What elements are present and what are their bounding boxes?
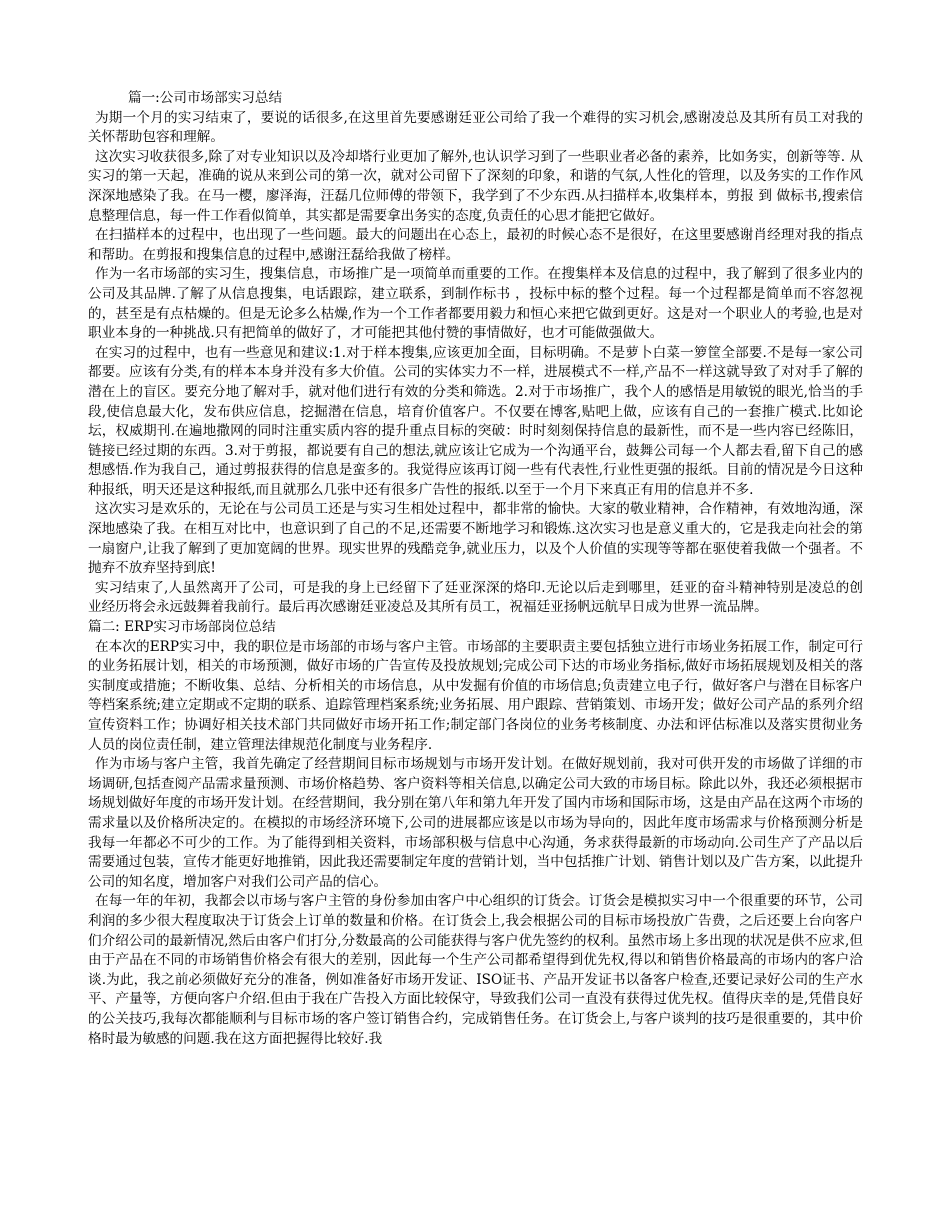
document-page: [88, 89, 863, 1049]
section1-paragraph-5: 在实习的过程中，也有一些意见和建议:1.对于样本搜集,应该更加全面，目标明确。不是萝卜白菜一箩筐全部要.不是每一家公司都要。应该有分类,有的样本本身并没有多大价值。公司的实体实力不一样，进展模式不一样,产品不一样这就导致了对对手了解的潜在上的盲区。要充分地了解对手，就对他们进行有效的分类和筛选。2.对于市场推广，我个人的感悟是用敏锐的眼光,恰当的手段,使信息最大化，发布供应信息，挖掘潜在信息，培育价值客户。不仅要在博客,贴吧上做，应该有自己的一套推广模式.比如论坛，权威期刊.在遍地撒网的同时注重实质内容的提升重点目标的突破：时时刻刻保持信息的最新性，而不是一些内容已经陈旧，链接已经过期的东西。3.对于剪报，都说要有自己的想法,就应该让它成为一个沟通平台，鼓舞公司每一个人都去看,留下自己的感想感悟.作为我自己，通过剪报获得的信息是蛮多的。我觉得应该再订阅一些有代表性,行业性更强的报纸。目前的情况是今日这种种报纸，明天还是这种报纸,而且就那么几张中还有很多广告性的报纸.以至于一个月下来真正有用的信息并不多.: [88, 344, 863, 498]
section1-paragraph-3: 在扫描样本的过程中，也出现了一些问题。最大的问题出在心态上，最初的时候心态不是很好，在这里要感谢肖经理对我的指点和帮助。在剪报和搜集信息的过程中,感谢汪磊给我做了榜样。: [88, 227, 863, 263]
section2-paragraph-2: 作为市场与客户主管，我首先确定了经营期间目标市场规划与市场开发计划。在做好规划前，我对可供开发的市场做了详细的市场调研,包括查阅产品需求量预测、市场价格趋势、客户资料等相关信息,以确定公司大致的市场目标。除此以外，我还必须根据市场规划做好年度的市场开发计划。在经营期间，我分别在第八年和第九年开发了国内市场和国际市场，这是由产品在这两个市场的需求量以及价格所决定的。在模拟的市场经济环境下,公司的进展都应该是以市场为导向的，因此年度市场需求与价格预测分析是我每一年都必不可少的工作。为了能得到相关资料，市场部积极与信息中心沟通，务求获得最新的市场动向.公司生产了产品以后需要通过包装，宣传才能更好地推销，因此我还需要制定年度的营销计划，当中包括推广计划、销售计划以及广告方案，以此提升公司的知名度，增加客户对我们公司产品的信心。: [88, 756, 863, 890]
section1-paragraph-7: 实习结束了,人虽然离开了公司，可是我的身上已经留下了廷亚深深的烙印.无论以后走到哪里，廷亚的奋斗精神特别是凌总的创业经历将会永远鼓舞着我前行。最后再次感谢廷亚凌总及其所有员工，祝福廷亚扬帆远航早日成为世界一流品牌。: [88, 579, 863, 616]
section1-title: 篇一:公司市场部实习总结: [128, 90, 283, 106]
section1-paragraph-1: 为期一个月的实习结束了，要说的话很多,在这里首先要感谢廷亚公司给了我一个难得的实习机会,感谢凌总及其所有员工对我的关怀帮助包容和理解。: [88, 109, 863, 146]
section2-paragraph-1: 在本次的ERP实习中，我的职位是市场部的市场与客户主管。市场部的主要职责主要包括独立进行市场业务拓展工作，制定可行的业务拓展计划，相关的市场预测，做好市场的广告宣传及投放规划;完成公司下达的市场业务指标,做好市场拓展规划及相关的落实制度或措施；不断收集、总结、分析相关的市场信息，从中发掘有价值的市场信息;负责建立电子行，做好客户与潜在目标客户等档案系统;建立定期或不定期的联系、追踪管理档案系统;业务拓展、用户跟踪、营销策划、市场开发；做好公司产品的系列介绍宣传资料工作；协调好相关技术部门共同做好市场开拓工作;制定部门各岗位的业务考核制度、办法和评估标准以及落实贯彻业务人员的岗位责任制，建立管理法律规范化制度与业务程序.: [88, 638, 863, 753]
section2-title: 篇二: ERP实习市场部岗位总结: [88, 619, 276, 636]
section1-paragraph-2: 这次实习收获很多,除了对专业知识以及冷却塔行业更加了解外,也认识学习到了一些职业者必备的素养，比如务实，创新等等. 从实习的第一天起，准确的说从来到公司的第一次，就对公司留下了深刻的印象，和谐的气氛,人性化的管理，以及务实的工作作风深深地感染了我。在马一樱，廖泽海，汪磊几位师傅的带领下，我学到了不少东西.从扫描样本,收集样本，剪报 到 做标书,搜索信息整理信息，每一件工作看似简单，其实都是需要拿出务实的态度,负责任的心思才能把它做好。: [88, 148, 863, 224]
section2-paragraph-3: 在每一年的年初，我都会以市场与客户主管的身份参加由客户中心组织的订货会。订货会是模拟实习中一个很重要的环节，公司利润的多少很大程度取决于订货会上订单的数量和价格。在订货会上,我会根据公司的目标市场投放广告费，之后还要上台向客户们介绍公司的最新情况,然后由客户们打分,分数最高的公司能获得与客户优先签约的权利。虽然市场上多出现的状况是供不应求,但由于产品在不同的市场销售价格会有很大的差别，因此每一个生产公司都希望得到优先权,得以和销售价格最高的市场内的客户洽谈.为此，我之前必须做好充分的准备，例如准备好市场开发证、ISO证书、产品开发证书以备客户检查,还要记录好公司的生产水平、产量等，方便向客户介绍.但由于我在广告投入方面比较保守，导致我们公司一直没有获得过优先权。值得庆幸的是,凭借良好的公关技巧,我每次都能顺利与目标市场的客户签订销售合约，完成销售任务。在订货会上,与客户谈判的技巧是很重要的，其中价格时最为敏感的问题.我在这方面把握得比较好.我: [88, 893, 863, 1047]
section1-paragraph-4: 作为一名市场部的实习生，搜集信息，市场推广是一项简单而重要的工作。在搜集样本及信息的过程中，我了解到了很多业内的公司及其品牌.了解了从信息搜集，电话跟踪，建立联系，到制作标书 ，投标中标的整个过程。每一个过程都是简单而不容忽视的，甚至是有点枯燥的。但是无论多么枯燥,作为一个工作者都要用毅力和恒心来把它做到更好。这是对一个职业人的考验,也是对职业本身的一种挑战.只有把简单的做好了，才可能把其他付赞的事情做好，也才可能做强做大。: [88, 266, 863, 342]
section1-paragraph-6: 这次实习是欢乐的，无论在与公司员工还是与实习生相处过程中，都非常的愉快。大家的敬业精神，合作精神，有效地沟通，深深地感染了我。在相互对比中，也意识到了自己的不足,还需要不断地学习和锻炼.这次实习也是意义重大的，它是我走向社会的第一扇窗户,让我了解到了更加宽阔的世界。现实世界的残酷竞争,就业压力，以及个人价值的实现等等都在驱使着我做一个强者。不抛弃不放弃坚持到底!: [88, 501, 863, 577]
